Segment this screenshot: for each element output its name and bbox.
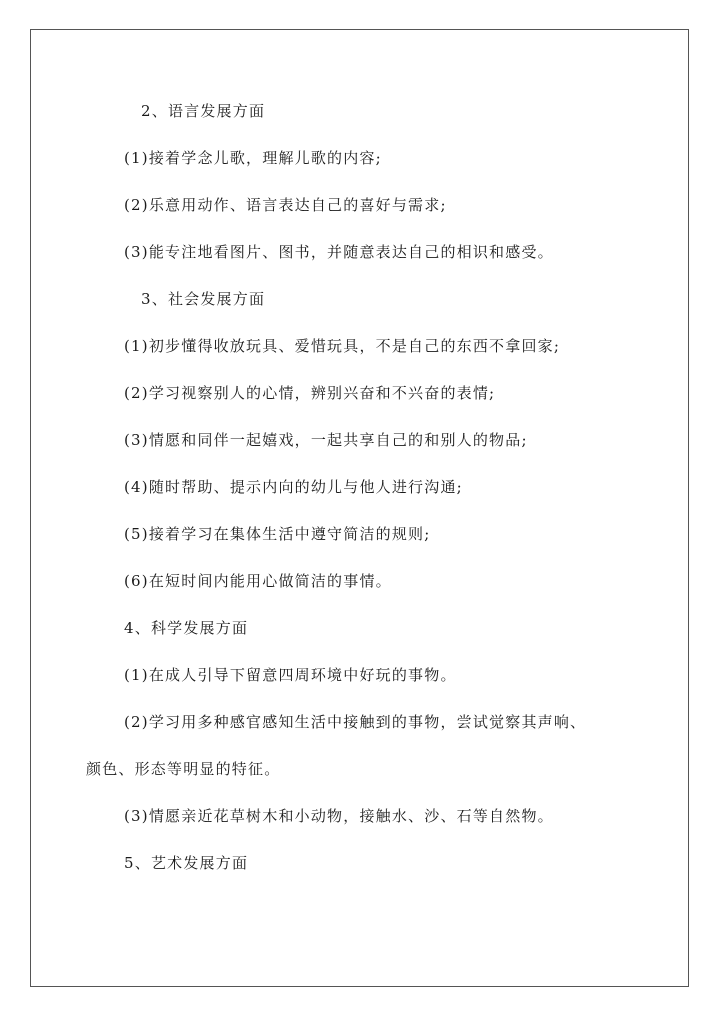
paragraph-continuation: 颜色、形态等明显的特征。 <box>86 760 281 778</box>
paragraph: (1)初步懂得收放玩具、爱惜玩具，不是自己的东西不拿回家; <box>124 337 561 355</box>
section-heading-art: 5、艺术发展方面 <box>124 854 249 872</box>
paragraph: (4)随时帮助、提示内向的幼儿与他人进行沟通; <box>124 478 463 496</box>
section-heading-science: 4、科学发展方面 <box>124 619 249 637</box>
paragraph: (2)乐意用动作、语言表达自己的喜好与需求; <box>124 196 447 214</box>
paragraph: (6)在短时间内能用心做简洁的事情。 <box>124 572 392 590</box>
section-heading-language: 2、语言发展方面 <box>141 102 266 120</box>
paragraph: (2)学习视察别人的心情，辨别兴奋和不兴奋的表情; <box>124 384 496 402</box>
section-heading-social: 3、社会发展方面 <box>141 290 266 308</box>
paragraph: (3)情愿亲近花草树木和小动物，接触水、沙、石等自然物。 <box>124 807 554 825</box>
paragraph: (1)在成人引导下留意四周环境中好玩的事物。 <box>124 666 457 684</box>
paragraph: (2)学习用多种感官感知生活中接触到的事物，尝试觉察其声响、 <box>124 713 587 731</box>
paragraph: (1)接着学念儿歌，理解儿歌的内容; <box>124 149 382 167</box>
paragraph: (3)能专注地看图片、图书，并随意表达自己的相识和感受。 <box>124 243 554 261</box>
page-border <box>30 29 689 987</box>
paragraph: (3)情愿和同伴一起嬉戏，一起共享自己的和别人的物品; <box>124 431 528 449</box>
paragraph: (5)接着学习在集体生活中遵守简洁的规则; <box>124 525 431 543</box>
